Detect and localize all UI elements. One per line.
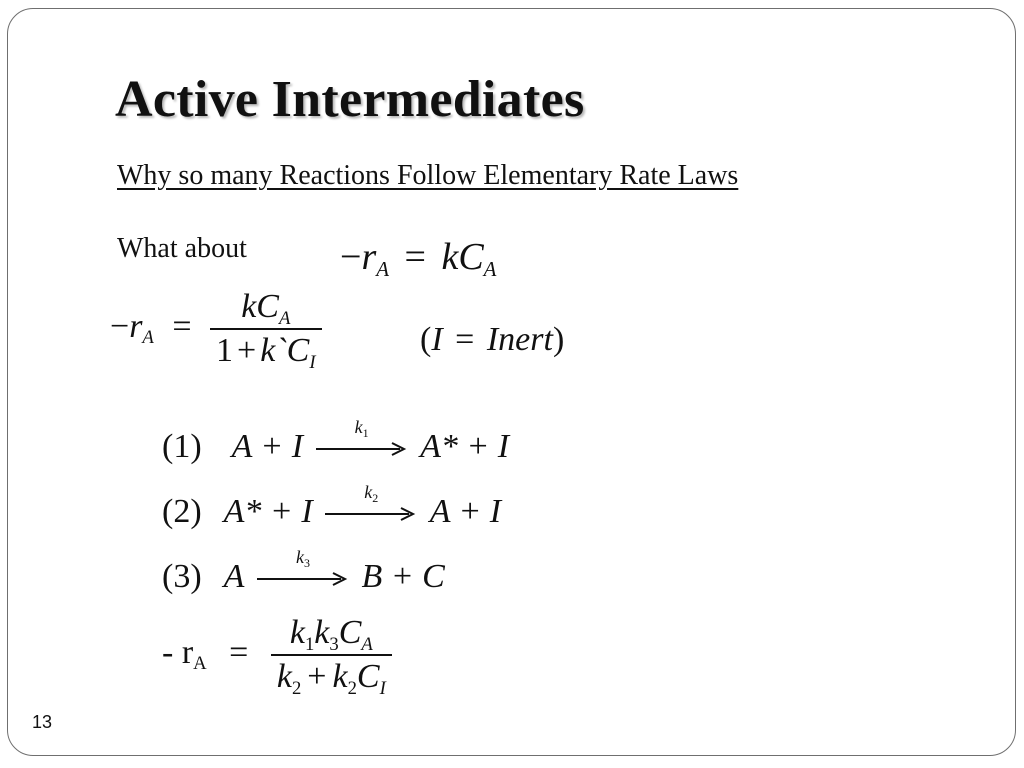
reaction-arrow-2: $k_2$ [325, 499, 417, 529]
final-rate-equation: - rA = $\frac{k1k3CA}{k2 + k2CI}$ [162, 616, 392, 694]
inert-rate-fraction: $\frac{\text{kCA}}{1 + k`CI}$ [210, 290, 322, 368]
page-number: 13 [32, 712, 53, 732]
reaction-3: (3) A $k_3$ B + C [162, 547, 445, 595]
reaction-arrow-3: $k_3$ [257, 564, 349, 594]
reaction-1: (1) A + I $k_1$ A* + I [162, 417, 510, 465]
slide-subtitle: Why so many Reactions Follow Elementary Rate Laws [117, 160, 739, 191]
slide-title: Active Intermediates [115, 71, 585, 128]
final-rate-fraction: $\frac{k1k3CA}{k2 + k2CI}$ [271, 616, 392, 694]
inert-note: (I = Inert) [420, 321, 565, 358]
simple-rate-equation: −rA = kCA [340, 236, 497, 282]
reaction-arrow-1: $k_1$ [316, 434, 408, 464]
what-about-text: What about [117, 233, 247, 264]
fraction-bar [210, 328, 322, 330]
inert-rate-equation: −rA = $\frac{\text{kCA}}{1 + k`CI}$ [110, 290, 322, 368]
reaction-2: (2) A* + I $k_2$ A + I [162, 482, 502, 530]
